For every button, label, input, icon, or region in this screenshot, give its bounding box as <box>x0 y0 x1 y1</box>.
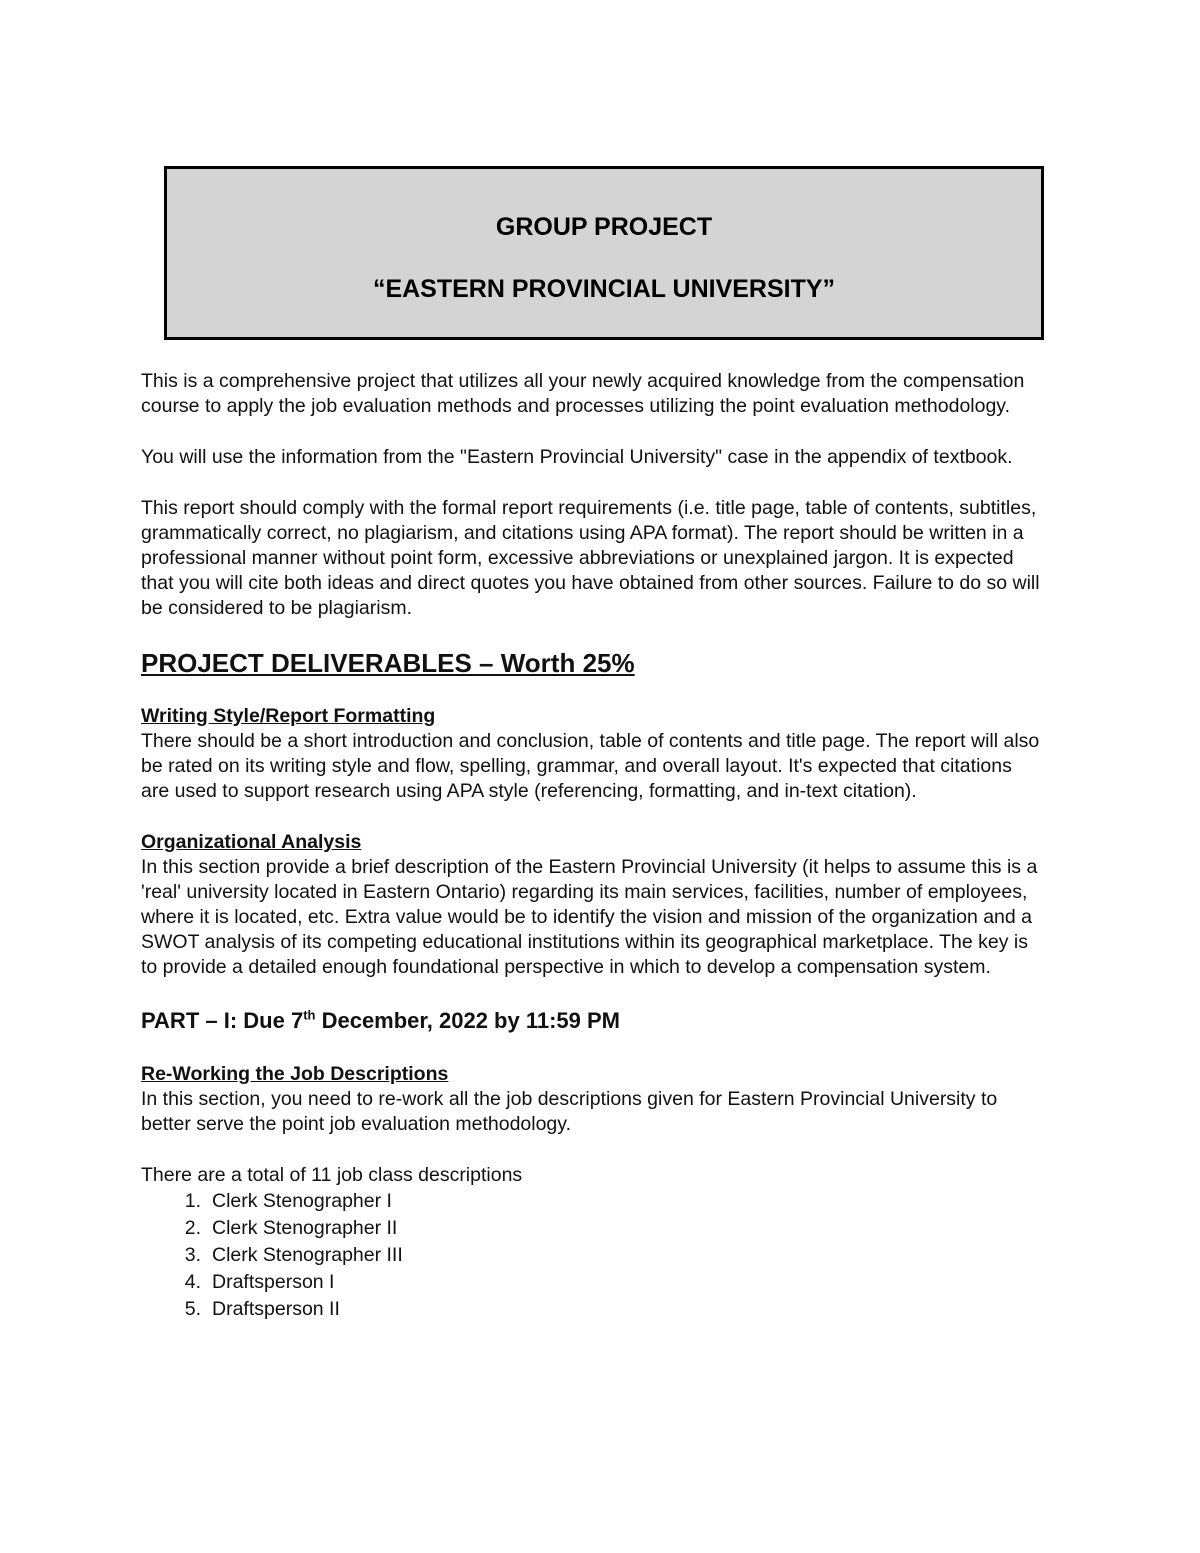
org-analysis-heading: Organizational Analysis <box>141 831 362 853</box>
document-title: GROUP PROJECT <box>495 213 713 241</box>
list-item-number: 3. <box>184 1244 201 1266</box>
deliverables-heading: PROJECT DELIVERABLES – Worth 25% <box>141 648 635 678</box>
list-item-label: Draftsperson I <box>212 1271 335 1293</box>
part1-heading <box>141 1006 1041 1036</box>
intro-paragraph-2: You will use the information from the "Eastern Provincial University" case in the appendix of textbook. <box>141 446 1013 468</box>
list-item <box>141 1269 1041 1296</box>
list-item-number: 4. <box>184 1271 201 1293</box>
intro-paragraph-1: This is a comprehensive project that utilizes all your newly acquired knowledge from the compensation course to apply the job evaluation methods and processes utilizing the point evaluation methodology. <box>141 370 1025 417</box>
writing-style-section <box>141 704 1041 804</box>
list-item <box>141 1188 1041 1215</box>
list-item-label: Clerk Stenographer I <box>212 1190 392 1212</box>
writing-style-body: There should be a short introduction and conclusion, table of contents and title page. The report will also be rated on its writing style and flow, spelling, grammar, and overall layout. It's expected that citations are used to support research using APA style (referencing, formatting, and in-text citation). <box>141 730 1040 802</box>
job-list <box>141 1188 1041 1323</box>
part1-heading-suffix: December, 2022 by 11:59 PM <box>315 1008 620 1033</box>
list-item-label: Draftsperson II <box>212 1298 340 1320</box>
list-item-label: Clerk Stenographer II <box>212 1217 398 1239</box>
list-item-number: 5. <box>184 1298 201 1320</box>
part1-heading-prefix: PART – I: Due 7 <box>141 1008 304 1033</box>
intro-paragraph-3: This report should comply with the formal report requirements (i.e. title page, table of contents, subtitles, grammatically correct, no plagiarism, and citations using APA format). The report should be written in a professional manner without point form, excessive abbreviations or unexplained jargon. It is expected that you will cite both ideas and direct quotes you have obtained from other sources. Failure to do so will be considered to be plagiarism. <box>141 497 1040 619</box>
list-item-label: Clerk Stenographer III <box>212 1244 403 1266</box>
list-item <box>141 1296 1041 1323</box>
org-analysis-section <box>141 830 1041 980</box>
list-item <box>141 1242 1041 1269</box>
list-item-number: 1. <box>184 1190 201 1212</box>
job-list-intro: There are a total of 11 job class descriptions <box>141 1164 523 1186</box>
document-subtitle: “EASTERN PROVINCIAL UNIVERSITY” <box>372 275 836 303</box>
writing-style-heading: Writing Style/Report Formatting <box>141 705 436 727</box>
document-body <box>141 369 1041 1323</box>
rework-heading: Re-Working the Job Descriptions <box>141 1063 449 1085</box>
list-item-number: 2. <box>184 1217 201 1239</box>
part1-heading-sup: th <box>303 1007 316 1023</box>
title-box <box>164 166 1044 340</box>
list-item <box>141 1215 1041 1242</box>
rework-body: In this section, you need to re-work all the job descriptions given for Eastern Provincial University to better serve the point job evaluation methodology. <box>141 1088 998 1135</box>
rework-section <box>141 1062 1041 1137</box>
org-analysis-body: In this section provide a brief description of the Eastern Provincial University (it helps to assume this is a 'real' university located in Eastern Ontario) regarding its main services, facilities, number of employees, where it is located, etc. Extra value would be to identify the vision and mission of the organization and a SWOT analysis of its competing educational institutions within its geographical marketplace. The key is to provide a detailed enough foundational perspective in which to develop a compensation system. <box>141 856 1038 978</box>
